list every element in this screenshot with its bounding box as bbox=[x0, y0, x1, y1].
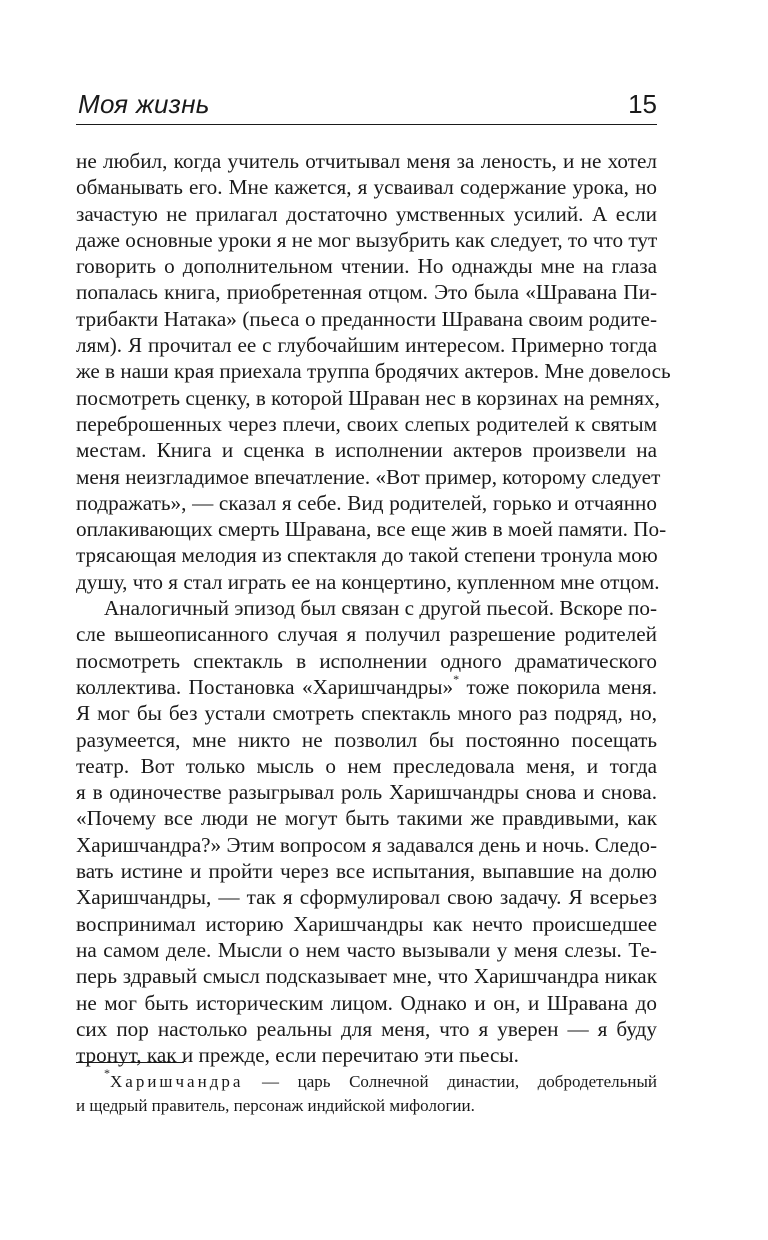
page-number: 15 bbox=[628, 89, 657, 119]
text-line: Харишчандра?» Этим вопросом я задавался день и ночь. Следо- bbox=[76, 832, 657, 857]
footnote-marker: * bbox=[104, 1066, 110, 1081]
text-line: Аналогичный эпизод был связан с другой пьесой. Вскоре по- bbox=[104, 596, 657, 621]
text-line: лям). Я прочитал ее с глубочайшим интересом. Примерно тогда bbox=[76, 333, 657, 358]
text-line: сле вышеописанного случая я получил разрешение родителей bbox=[76, 622, 657, 647]
book-page bbox=[76, 0, 688, 1240]
text-line: трибакти Натака» (пьеса о преданности Шравана своим родите- bbox=[76, 306, 657, 331]
paragraph-1 bbox=[76, 148, 671, 595]
text-line: трясающая мелодия из спектакля до такой степени тронула мою bbox=[76, 543, 658, 568]
text-line: посмотреть спектакль в исполнении одного драматического bbox=[76, 648, 657, 673]
text-line: посмотреть сценку, в которой Шраван нес в корзинах на ремнях, bbox=[76, 385, 660, 410]
text-line: же в наши края приехала труппа бродячих актеров. Мне довелось bbox=[76, 359, 671, 384]
text-line: не любил, когда учитель отчитывал меня за леность, и не хотел bbox=[76, 149, 657, 173]
main-text bbox=[76, 148, 671, 1068]
text-line: я в одиночестве разыгрывал роль Харишчандры снова и снова. bbox=[76, 780, 657, 805]
text-line: тронут, как и прежде, если перечитаю эти пьесы. bbox=[76, 1043, 519, 1068]
footnote-reference[interactable]: * bbox=[453, 671, 460, 686]
text-line: зачастую не прилагал достаточно умственных усилий. А если bbox=[76, 201, 657, 226]
text-line: подражать», — сказал я себе. Вид родителей, горько и отчаянно bbox=[76, 490, 657, 515]
text-line: не мог быть историческим лицом. Однако и он, и Шравана до bbox=[76, 990, 657, 1015]
text-line: местам. Книга и сценка в исполнении актеров произвели на bbox=[76, 438, 657, 463]
text-line: «Почему все люди не могут быть такими же правдивыми, как bbox=[76, 806, 657, 831]
running-title: Моя жизнь bbox=[78, 89, 210, 119]
text-line: вать истине и пройти через все испытания, выпавшие на долю bbox=[76, 859, 657, 884]
text-line: оплакивающих смерть Шравана, все еще жив в моей памяти. По- bbox=[76, 517, 667, 542]
text-line: воспринимал историю Харишчандры как нечто происшедшее bbox=[76, 911, 657, 936]
text-line: Харишчандры, — так я сформулировал свою задачу. Я всерьез bbox=[76, 885, 657, 910]
text-line: перь здравый смысл подсказывает мне, что Харишчандра никак bbox=[76, 964, 657, 989]
text-line: душу, что я стал играть ее на концертино, купленном мне отцом. bbox=[76, 569, 660, 594]
text-line: сих пор настолько реальны для меня, что я уверен — я буду bbox=[76, 1016, 657, 1041]
text-line-with-footnote bbox=[76, 671, 658, 700]
text-line: обманывать его. Мне кажется, я усваивал содержание урока, но bbox=[76, 175, 657, 200]
text-line: попалась книга, приобретенная отцом. Это была «Шравана Пи- bbox=[76, 280, 657, 305]
footnote-text: — царь Солнечной династии, добродетельный bbox=[243, 1072, 657, 1091]
text-line: переброшенных через плечи, своих слепых родителей к святым bbox=[76, 411, 657, 436]
text-line: Я мог бы без устали смотреть спектакль много раз подряд, но, bbox=[76, 701, 657, 726]
text-line: говорить о дополнительном чтении. Но однажды мне на глаза bbox=[76, 254, 657, 279]
running-header bbox=[76, 86, 657, 125]
footnote-line: и щедрый правитель, персонаж индийской мифологии. bbox=[76, 1096, 475, 1115]
text-line: разумеется, мне никто не позволил бы постоянно посещать bbox=[76, 727, 657, 752]
paragraph-2 bbox=[76, 595, 657, 1068]
text-line: даже основные уроки я не мог вызубрить как следует, то что тут bbox=[76, 227, 658, 252]
footnote-divider bbox=[76, 1062, 184, 1063]
text-line: театр. Вот только мысль о нем преследовала меня, и тогда bbox=[76, 753, 657, 778]
footnote-term: Харишчандра bbox=[110, 1072, 244, 1091]
footnote-line bbox=[76, 1066, 657, 1094]
footnote bbox=[76, 1066, 657, 1118]
text-segment: тоже покорила меня. bbox=[466, 674, 658, 699]
text-segment: коллектива. Постановка «Харишчандры» bbox=[76, 674, 454, 699]
text-line: на самом деле. Мысли о нем часто вызывали у меня слезы. Те- bbox=[76, 937, 657, 962]
text-line: меня неизгладимое впечатление. «Вот пример, которому следует bbox=[76, 464, 661, 489]
